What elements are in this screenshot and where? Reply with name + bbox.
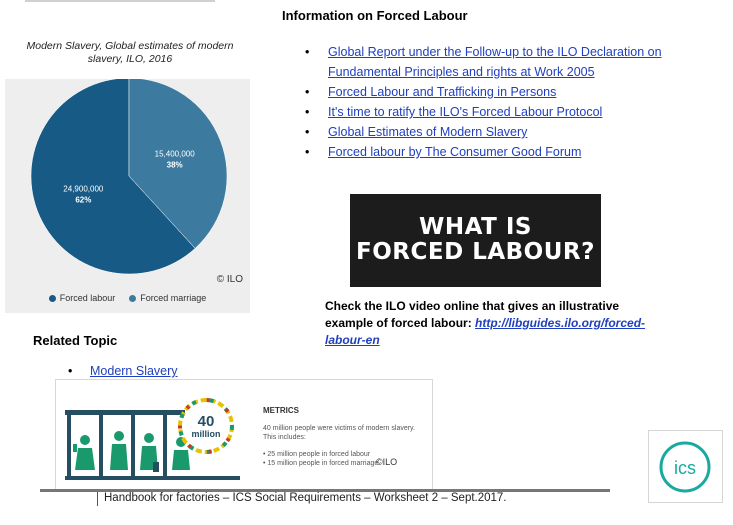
pie-chart [5,79,250,294]
bullet-icon: • [305,85,310,99]
top-divider [25,0,215,2]
list-item [305,102,662,122]
bullet-icon: • [305,145,310,159]
video-banner-line2: FORCED LABOUR? [356,239,595,265]
pie-chart-copyright: © ILO [216,274,243,285]
link-global-estimates[interactable]: Global Estimates of Modern Slavery [328,125,528,139]
link-consumer-goods-forum[interactable]: Forced labour by The Consumer Good Forum [328,145,582,159]
video-banner-line1: WHAT IS [419,214,532,240]
video-note [325,298,680,349]
metrics-badge-unit: million [191,429,221,439]
bullet-icon: • [305,45,310,59]
list-item [305,82,662,102]
footer-bar [97,492,98,506]
resource-link-list [305,42,662,162]
link-global-report[interactable]: Global Report under the Follow-up to the ILO Declaration on Fundamental Principles and rights at Work 2005 [328,45,662,79]
pie-percent-label-forced-marriage: 38% [166,160,183,170]
legend-swatch-forced-marriage [129,295,136,302]
bullet-icon: • [305,125,310,139]
footer-text: Handbook for factories – ICS Social Requirements – Worksheet 2 – Sept.2017. [104,492,507,504]
workers-illustration [61,382,261,490]
metrics-bullet-list [263,450,378,468]
list-item [305,42,662,82]
video-note-line2: example of forced labour: [325,316,476,330]
legend-label-forced-labour: Forced labour [59,293,116,303]
video-link[interactable]: http://libguides.ilo.org/forced- labour-en [325,316,646,347]
link-forced-labour-trafficking[interactable]: Forced Labour and Trafficking in Persons [328,85,557,99]
metrics-copyright: ©ILO [376,457,398,467]
link-modern-slavery[interactable]: Modern Slavery [90,364,178,378]
video-note-line1: Check the ILO video online that gives an illustrative [325,299,620,313]
legend-item-forced-labour [49,293,116,303]
ics-logo-text: ics [674,458,696,478]
metrics-title: METRICS [263,406,299,415]
related-topic-item [68,364,178,378]
ics-logo-box [648,430,723,503]
related-topic-heading: Related Topic [33,333,118,348]
legend-swatch-forced-labour [49,295,56,302]
metrics-bullet-forced-labour: • 25 million people in forced labour [263,451,371,458]
link-ratify-protocol[interactable]: It's time to ratify the ILO's Forced Labour Protocol [328,105,603,119]
pie-chart-caption: Modern Slavery, Global estimates of modern slavery, ILO, 2016 [26,40,234,65]
pie-value-label-forced-labour: 24,900,000 [63,184,104,194]
list-item [305,122,662,142]
metrics-description: 40 million people were victims of modern slavery. This includes: [263,425,415,441]
metrics-badge-number: 40 [197,413,215,430]
pie-value-label-forced-marriage: 15,400,000 [154,149,195,159]
video-thumbnail[interactable] [350,194,601,287]
bullet-icon: • [305,105,310,119]
legend-item-forced-marriage [129,293,206,303]
list-item [305,142,662,162]
pie-percent-label-forced-labour: 62% [75,195,92,205]
metrics-bullet-forced-marriage: • 15 million people in forced marriage [263,460,379,467]
page-title: Information on Forced Labour [282,8,468,23]
bullet-icon: • [68,364,73,378]
ics-logo [649,431,722,502]
legend-label-forced-marriage: Forced marriage [140,293,207,303]
pie-chart-legend [5,293,250,303]
